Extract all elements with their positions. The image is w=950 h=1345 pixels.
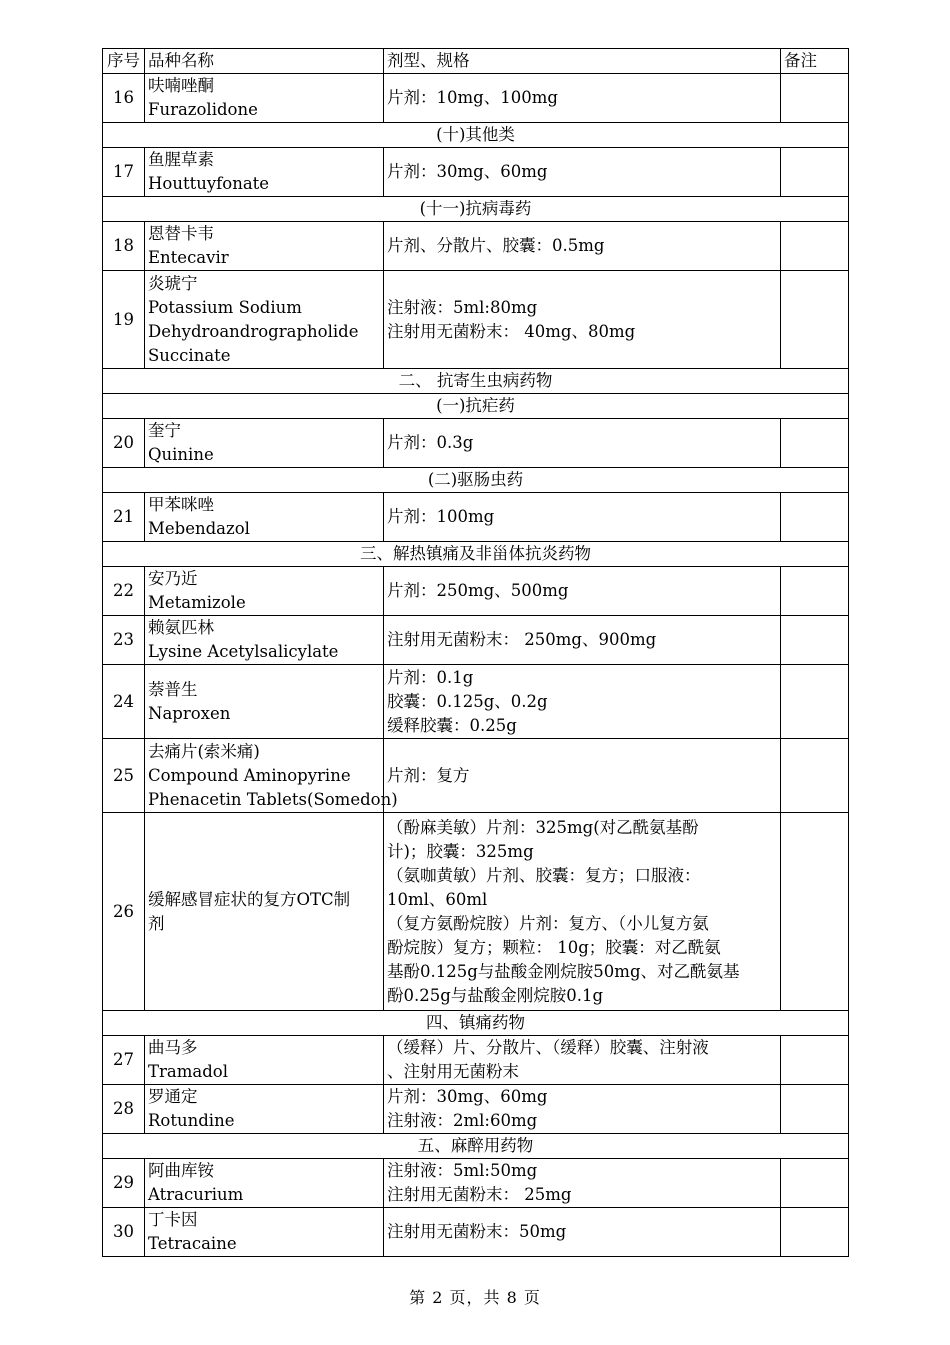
- dosage-spec-line: 注射液：5ml:80mg: [387, 297, 538, 317]
- row-number: 16: [103, 74, 145, 123]
- drug-name-line: 赖氨匹林: [148, 618, 214, 637]
- dosage-spec-line: 片剂：复方: [387, 765, 470, 785]
- dosage-spec-line: 酚0.25g与盐酸金刚烷胺0.1g: [387, 985, 604, 1005]
- note-cell: [781, 1085, 849, 1134]
- note-cell: [781, 739, 849, 813]
- row-number: 29: [103, 1159, 145, 1208]
- dosage-spec-cell: [384, 148, 781, 197]
- drug-name-line: 剂: [148, 913, 165, 933]
- header-note: 备注: [781, 49, 849, 74]
- drug-name-cell: [145, 419, 384, 468]
- dosage-spec-cell: [384, 1159, 781, 1208]
- drug-name-cell: [145, 616, 384, 665]
- dosage-spec-line: 注射用无菌粉末： 250mg、900mg: [387, 630, 657, 649]
- table-row: [103, 1085, 849, 1134]
- table-row: [103, 419, 849, 468]
- row-number: 20: [103, 419, 145, 468]
- section-row: [103, 123, 849, 148]
- row-number: 27: [103, 1036, 145, 1085]
- header-name: 品种名称: [145, 49, 384, 74]
- drug-name-cell: [145, 1208, 384, 1257]
- dosage-spec-line: 计)；胶囊：325mg: [387, 841, 534, 861]
- header-no: 序号: [103, 49, 145, 74]
- row-number: 26: [103, 813, 145, 1011]
- drug-name-line: 炎琥宁: [148, 273, 198, 293]
- dosage-spec-line: 注射液：2ml:60mg: [387, 1111, 538, 1130]
- row-number: 25: [103, 739, 145, 813]
- section-row: [103, 197, 849, 222]
- note-cell: [781, 271, 849, 369]
- note-cell: [781, 419, 849, 468]
- drug-name-line: 曲马多: [148, 1038, 198, 1057]
- drug-name-line: 去痛片(索米痛): [148, 741, 260, 761]
- table-body: [103, 49, 849, 1257]
- section-title: (一)抗疟药: [103, 394, 849, 419]
- section-title: 二、 抗寄生虫病药物: [103, 369, 849, 394]
- table-row: [103, 813, 849, 1011]
- dosage-spec-line: （氨咖黄敏）片剂、胶囊：复方；口服液：: [387, 865, 701, 885]
- dosage-spec-line: 片剂：10mg、100mg: [387, 88, 558, 107]
- table-row: [103, 665, 849, 739]
- drug-name-cell: [145, 493, 384, 542]
- dosage-spec-line: 注射用无菌粉末：50mg: [387, 1222, 567, 1241]
- note-cell: [781, 222, 849, 271]
- note-cell: [781, 1159, 849, 1208]
- drug-name-line: Compound Aminopyrine: [148, 765, 351, 785]
- section-title: (十一)抗病毒药: [103, 197, 849, 222]
- dosage-spec-line: 片剂：0.1g: [387, 667, 474, 687]
- drug-list-table: [102, 48, 849, 1257]
- drug-name-cell: [145, 271, 384, 369]
- table-row: [103, 1208, 849, 1257]
- drug-name-line: Naproxen: [148, 703, 231, 723]
- dosage-spec-cell: [384, 616, 781, 665]
- dosage-spec-line: 片剂：100mg: [387, 507, 495, 526]
- row-number: 18: [103, 222, 145, 271]
- drug-name-cell: [145, 665, 384, 739]
- dosage-spec-line: （缓释）片、分散片、（缓释）胶囊、注射液: [387, 1038, 709, 1057]
- drug-name-line: Dehydroandrographolide: [148, 321, 359, 341]
- drug-name-cell: [145, 1085, 384, 1134]
- table-row: [103, 1036, 849, 1085]
- drug-name-line: Potassium Sodium: [148, 297, 302, 317]
- row-number: 28: [103, 1085, 145, 1134]
- dosage-spec-cell: [384, 567, 781, 616]
- drug-name-line: Tramadol: [148, 1062, 228, 1081]
- drug-name-cell: [145, 567, 384, 616]
- dosage-spec-line: 缓释胶囊：0.25g: [387, 715, 517, 735]
- dosage-spec-line: 10ml、60ml: [387, 889, 488, 909]
- section-row: [103, 394, 849, 419]
- dosage-spec-cell: [384, 419, 781, 468]
- dosage-spec-line: （酚麻美敏）片剂：325mg(对乙酰氨基酚: [387, 817, 699, 837]
- dosage-spec-cell: [384, 1036, 781, 1085]
- drug-name-line: Entecavir: [148, 248, 229, 267]
- row-number: 17: [103, 148, 145, 197]
- dosage-spec-cell: [384, 271, 781, 369]
- drug-name-line: 呋喃唑酮: [148, 76, 214, 95]
- table-header-row: [103, 49, 849, 74]
- drug-name-line: Metamizole: [148, 593, 246, 612]
- section-title: (二)驱肠虫药: [103, 468, 849, 493]
- drug-name-line: Phenacetin Tablets(Somedon): [148, 789, 398, 809]
- note-cell: [781, 813, 849, 1011]
- row-number: 24: [103, 665, 145, 739]
- dosage-spec-cell: [384, 1208, 781, 1257]
- dosage-spec-cell: [384, 74, 781, 123]
- dosage-spec-line: 、注射用无菌粉末: [387, 1062, 519, 1081]
- table-row: [103, 271, 849, 369]
- dosage-spec-line: 注射用无菌粉末： 40mg、80mg: [387, 321, 636, 341]
- table-row: [103, 739, 849, 813]
- drug-name-line: 安乃近: [148, 569, 198, 588]
- note-cell: [781, 1208, 849, 1257]
- table-row: [103, 1159, 849, 1208]
- drug-name-cell: [145, 222, 384, 271]
- section-title: (十)其他类: [103, 123, 849, 148]
- dosage-spec-line: 胶囊：0.125g、0.2g: [387, 691, 548, 711]
- drug-name-cell: [145, 148, 384, 197]
- section-title: 三、解热镇痛及非甾体抗炎药物: [103, 542, 849, 567]
- drug-name-line: 阿曲库铵: [148, 1161, 214, 1180]
- table-row: [103, 567, 849, 616]
- drug-name-line: Atracurium: [148, 1185, 244, 1204]
- dosage-spec-line: 片剂、分散片、胶囊：0.5mg: [387, 236, 605, 255]
- drug-name-line: Houttuyfonate: [148, 174, 270, 193]
- drug-name-cell: [145, 739, 398, 813]
- dosage-spec-line: 酚烷胺）复方；颗粒： 10g；胶囊：对乙酰氨: [387, 937, 721, 957]
- note-cell: [781, 1036, 849, 1085]
- drug-name-cell: [145, 813, 384, 1011]
- dosage-spec-line: 基酚0.125g与盐酸金刚烷胺50mg、对乙酰氨基: [387, 961, 740, 981]
- dosage-spec-line: 片剂：30mg、60mg: [387, 162, 548, 181]
- dosage-spec-cell: [384, 813, 781, 1011]
- row-number: 19: [103, 271, 145, 369]
- dosage-spec-line: 片剂：30mg、60mg: [387, 1087, 548, 1106]
- drug-name-line: Lysine Acetylsalicylate: [148, 642, 339, 661]
- drug-name-line: 萘普生: [148, 679, 198, 699]
- note-cell: [781, 148, 849, 197]
- section-row: [103, 468, 849, 493]
- drug-name-line: 罗通定: [148, 1087, 198, 1106]
- section-row: [103, 369, 849, 394]
- dosage-spec-cell: [384, 493, 781, 542]
- section-title: 五、麻醉用药物: [103, 1134, 849, 1159]
- drug-name-line: Succinate: [148, 345, 231, 365]
- section-row: [103, 1011, 849, 1036]
- note-cell: [781, 74, 849, 123]
- drug-name-cell: [145, 1036, 384, 1085]
- row-number: 30: [103, 1208, 145, 1257]
- drug-name-line: 丁卡因: [148, 1210, 198, 1229]
- header-spec: 剂型、规格: [384, 49, 781, 74]
- drug-name-cell: [145, 1159, 384, 1208]
- table-row: [103, 148, 849, 197]
- dosage-spec-cell: [384, 739, 781, 813]
- table-row: [103, 493, 849, 542]
- table-row: [103, 222, 849, 271]
- dosage-spec-cell: [384, 222, 781, 271]
- table-row: [103, 616, 849, 665]
- note-cell: [781, 616, 849, 665]
- dosage-spec-line: （复方氨酚烷胺）片剂：复方、（小儿复方氨: [387, 913, 709, 933]
- row-number: 23: [103, 616, 145, 665]
- note-cell: [781, 493, 849, 542]
- dosage-spec-cell: [384, 665, 781, 739]
- drug-name-line: Furazolidone: [148, 100, 258, 119]
- section-row: [103, 1134, 849, 1159]
- drug-name-line: 奎宁: [148, 421, 181, 440]
- dosage-spec-line: 片剂：0.3g: [387, 433, 474, 452]
- drug-name-line: 恩替卡韦: [148, 224, 214, 243]
- dosage-spec-cell: [384, 1085, 781, 1134]
- dosage-spec-line: 片剂：250mg、500mg: [387, 581, 569, 600]
- drug-name-line: Rotundine: [148, 1111, 235, 1130]
- note-cell: [781, 567, 849, 616]
- drug-name-line: 鱼腥草素: [148, 150, 214, 169]
- drug-name-line: 甲苯咪唑: [148, 495, 214, 514]
- page-footer: 第 2 页，共 8 页: [409, 1288, 541, 1307]
- section-row: [103, 542, 849, 567]
- row-number: 22: [103, 567, 145, 616]
- drug-name-cell: [145, 74, 384, 123]
- row-number: 21: [103, 493, 145, 542]
- table-row: [103, 74, 849, 123]
- drug-name-line: Mebendazol: [148, 519, 250, 538]
- note-cell: [781, 665, 849, 739]
- section-title: 四、镇痛药物: [103, 1011, 849, 1036]
- dosage-spec-line: 注射液：5ml:50mg: [387, 1161, 538, 1180]
- drug-name-line: Tetracaine: [148, 1234, 237, 1253]
- drug-name-line: 缓解感冒症状的复方OTC制: [148, 889, 351, 909]
- drug-name-line: Quinine: [148, 445, 214, 464]
- dosage-spec-line: 注射用无菌粉末： 25mg: [387, 1185, 572, 1204]
